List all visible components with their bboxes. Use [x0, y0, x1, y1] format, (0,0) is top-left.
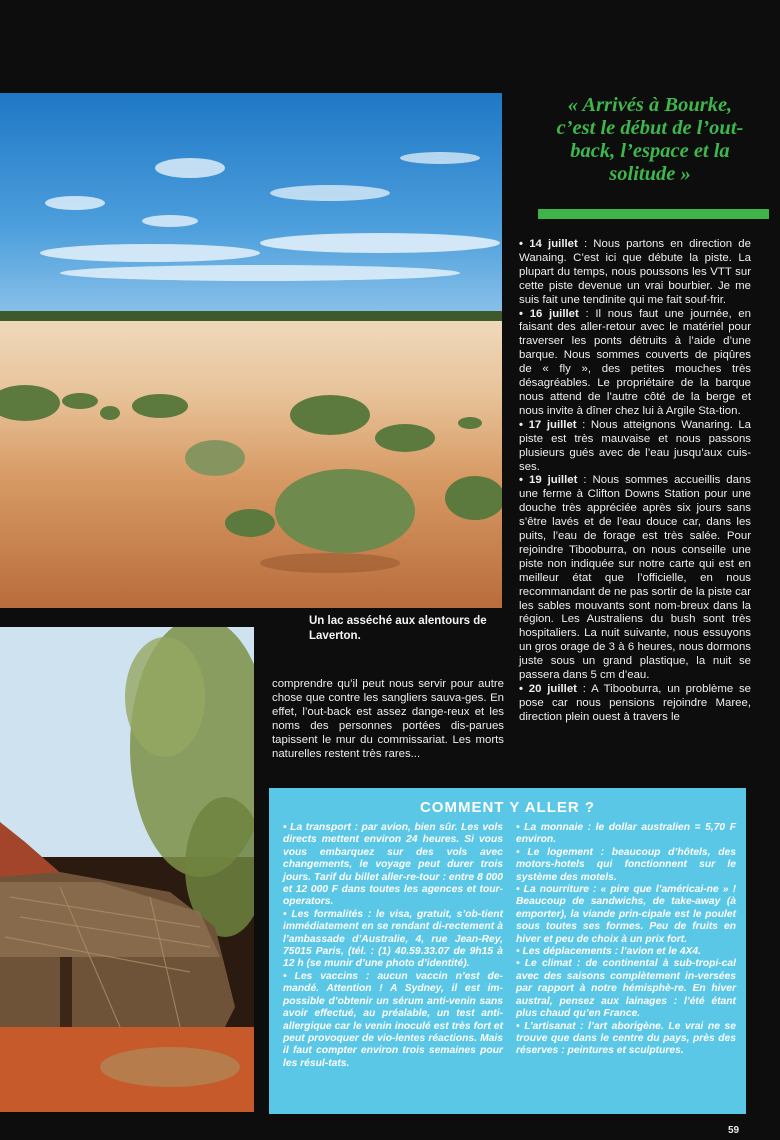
- travel-info-box: [269, 788, 746, 1114]
- box-left-column: [283, 822, 503, 1070]
- journal-entry: [519, 474, 751, 683]
- info-item: • Les déplacements : l’avion et le 4X4.: [516, 946, 702, 958]
- entry-date: 16 juillet: [529, 307, 579, 320]
- entry-date: 19 juillet: [528, 474, 578, 487]
- journal-entry: [519, 683, 751, 725]
- info-item: • Le climat : de continental à sub-tropi-cal avec des saisons complètement in-versées par rapport à notre hémisphè-re. En hiver austral, pensez aux lainages : l’été étant plus chaud qu’en France.: [516, 958, 736, 1020]
- journal-column: [519, 238, 751, 725]
- bullet-icon: •: [519, 418, 523, 431]
- info-item: • Le logement : beaucoup d’hôtels, des motors-hotels qui fonctionnent sur le système des motels.: [516, 846, 736, 883]
- bullet-icon: •: [519, 683, 523, 695]
- dry-lake-photo: [0, 93, 502, 608]
- pull-quote-headline: [532, 94, 768, 186]
- page-number: 59: [728, 1125, 740, 1136]
- info-item: • Les formalités : le visa, gratuit, s’ob-tient immédiatement en se rendant di-rectement à l’ambassade d’Australie, 4, rue Jean-Rey, 75015 Paris, (tél. : (1) 40.59.33.07 de 9h15 à 12 h (se munir d’une photo d’identité).: [283, 908, 503, 970]
- journal-entry: [519, 308, 751, 419]
- journal-entry: [519, 419, 751, 475]
- hut-photo: [0, 627, 254, 1112]
- entry-text: : A Tibooburra, un problème se pose car nous pensions rejoindre Maree, direction plein ouest à travers le: [519, 683, 751, 723]
- entry-date: 20 juillet: [528, 683, 577, 695]
- box-right-column: [516, 822, 736, 1058]
- bullet-icon: •: [519, 307, 523, 320]
- body-paragraph: comprendre qu’il peut nous servir pour autre chose que contre les sangliers sauva-ges. En effet, l’out-back est assez dange-reux et les noms des personnes portées dis-parues tapissent le mur du commissariat. Les morts naturelles restent très rares...: [272, 678, 504, 760]
- caption-line-2: Laverton.: [309, 630, 361, 642]
- entry-text: : Nous sommes accueillis dans une ferme à Clifton Downs Station pour une douche très appréciée après six jours sans s’être lavés et de l’eau douce car, dans les puits, l’eau de forage est très salée. Pour rejoindre Tibooburra, on nous conseille une piste non indiquée sur notre carte qui est en meilleur état que l’officielle, en nous recommandant de ne pas sortir de la piste car les sables mouvants sont nom-breux dans la région. Les Australiens du bush sont très hospitaliers. La nuit suivante, nous essuyons un gros orage de 3 à 6 heures, nous dormons juste sous un grand plastique, la nuit se passera dans 5 cm d’eau.: [519, 474, 751, 682]
- entry-date: 17 juillet: [528, 418, 577, 431]
- box-title: COMMENT Y ALLER ?: [419, 799, 596, 816]
- headline-line-2: c’est le début de l’out-: [556, 117, 744, 139]
- headline-line-1: « Arrivés à Bourke,: [567, 94, 733, 116]
- entry-text: : Nous partons en direction de Wanaing. C’est ici que débute la piste. La plupart du temps, nous poussons les VTT sur cette piste devenue un vrai bourbier. Je me suis fait une tendinite qui me fait souf-frir.: [519, 238, 751, 306]
- info-item: • La monnaie : le dollar australien = 5,70 F environ.: [516, 822, 736, 846]
- bullet-icon: •: [519, 238, 523, 250]
- headline-line-3: back, l’espace et la: [570, 140, 730, 162]
- body-text-column: [272, 678, 504, 761]
- headline-line-4: solitude »: [609, 163, 691, 185]
- entry-text: : Il nous faut une journée, en faisant des aller-retour avec le matériel pour traverser les ponts détruits à l’aide d’une barque. Nous sommes couverts de piqûres de « fly », des petites mouches très désagréables. Le propriétaire de la barque nous attend de l’autre côté de la berge et nous invite à dîner chez lui à Argile Sta-tion.: [519, 307, 751, 417]
- entry-text: : Nous atteignons Wanaring. La piste est très mauvaise et nous passons plusieurs gués avec de l’eau jusqu’aux cuis-ses.: [519, 418, 751, 473]
- info-item: • L’artisanat : l’art aborigène. Le vrai ne se trouve que dans le centre du pays, près des réserves : peintures et sculptures.: [516, 1020, 736, 1057]
- info-item: • La nourriture : « pire que l’américai-ne » ! Beaucoup de sandwichs, de take-away (à emporter), la viande prin-cipale est le poulet sous toutes ses formes. Peu de fruits en hiver et peu de choix à un prix fort.: [516, 884, 736, 945]
- journal-entry: [519, 238, 751, 308]
- entry-date: 14 juillet: [529, 238, 578, 250]
- caption-line-1: Un lac asséché aux alentours de: [309, 615, 487, 627]
- info-item: • Les vaccins : aucun vaccin n’est de-mandé. Attention ! A Sydney, il est im-possible d’obtenir un sérum anti-venin sans avoir effectué, au préalable, un test anti-allergique car le venin inoculé est très fort et peut provoquer de vio-lentes réactions. Mais il faut compter environ trois semaines pour les résul-tats.: [283, 970, 503, 1069]
- info-item: • La transport : par avion, bien sûr. Les vols directs mettent environ 24 heures. Si vous vous embarquez sur des vols avec changements, le voyage peut durer trois jours. Tarif du billet aller-re-tour : entre 8 000 et 12 000 F dans toutes les agences et tour-operators.: [283, 822, 503, 908]
- photo-caption: [309, 614, 504, 644]
- bullet-icon: •: [519, 474, 523, 487]
- green-divider-bar: [538, 209, 769, 219]
